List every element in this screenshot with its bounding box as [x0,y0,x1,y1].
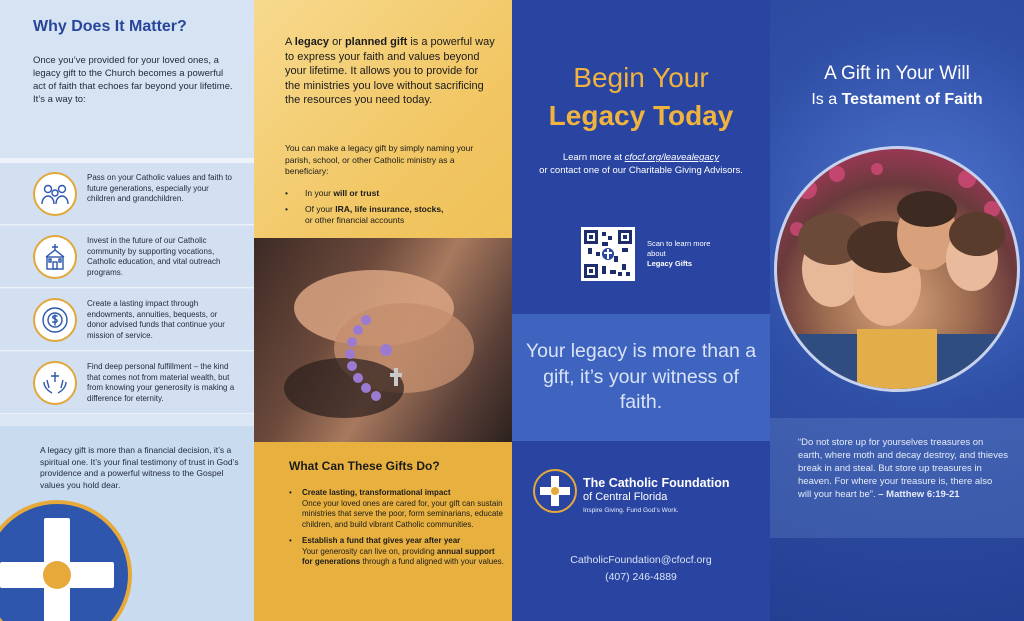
item-text: Find deep personal fulfillment – the kind that comes not from material wealth, but from knowing your generosity is making a difference for eternity. [87,362,235,403]
list-item [0,289,254,351]
praying-hands-icon [33,361,77,405]
learn-more-text: Learn more at cfocf.org/leavealegacy or contact one of our Charitable Giving Advisors. [539,152,743,176]
heading-line-2: Legacy Today [548,100,734,131]
qr-code[interactable] [581,227,635,281]
item-text: Create a lasting impact through endowments, annuities, bequests, or donor advised funds that continue your mission of service. [87,299,225,340]
family-icon [33,172,77,216]
foundation-logo [0,500,132,621]
list-item [0,226,254,288]
list-item: • Create lasting, transformational impact Once your loved ones are cared for, your gift can sustain ministries that serve the poor, form seminarians, educate children, and build vibrant Catholic communities. [289,488,504,530]
list-item [0,352,254,414]
panel-cover [770,0,1024,621]
email-link[interactable]: CatholicFoundation@cfocf.org [570,554,712,566]
org-subname: of Central Florida [583,491,668,503]
list-item [0,163,254,225]
item-text: Pass on your Catholic values and faith to future generations, especially your children and grandchildren. [87,173,232,203]
org-tagline: Inspire Giving. Fund God’s Work. [583,507,679,514]
gifts-list [289,488,504,574]
legacy-link[interactable]: cfocf.org/leavealegacy [624,152,720,163]
lead-paragraph: A legacy or planned gift is a powerful way to express your faith and values beyond your lifetime. It allows you to provide for the ministries you love without sacrificing the resources you need today. [285,36,495,106]
section-heading: Why Does It Matter? [33,18,187,35]
beneficiary-text: You can make a legacy gift by simply naming your parish, school, or other Catholic ministry as a beneficiary: [285,143,474,176]
beneficiary-list [285,188,500,231]
foundation-logo [533,469,577,513]
church-icon [33,235,77,279]
list-item: • In your will or trust [285,188,500,200]
family-photo [774,146,1020,392]
intro-text: Once you’ve provided for your loved ones, a legacy gift to the Church becomes a powerful act of faith that echoes far beyond your lifetime. It’s a way to: [33,55,233,105]
phone-number[interactable]: (407) 246-4889 [605,571,677,583]
list-item: • Of your IRA, life insurance, stocks, or other financial accounts [285,204,500,227]
panel-why-it-matters [0,0,254,621]
panel-begin-legacy [512,0,770,621]
scan-text: Scan to learn more about Legacy Gifts [647,239,711,268]
intro-block [0,0,254,158]
list-item: • Establish a fund that gives year after year Your generosity can live on, providing annual support for generations through a fund aligned with your values. [289,536,504,568]
closing-text: A legacy gift is more than a financial decision, it’s a spiritual one. It’s your final testimony of trust in God’s providence and a powerful witness to the Gospel values you hold dear. [40,445,239,490]
dollar-icon [33,298,77,342]
rosary-hands-photo [254,238,512,442]
heading-line-1: Begin Your [573,62,709,93]
legacy-quote: Your legacy is more than a gift, it’s your witness of faith. [525,340,757,413]
item-text: Invest in the future of our Catholic community by supporting vocations, Catholic education, and vital outreach programs. [87,236,221,277]
org-name: The Catholic Foundation [583,476,730,490]
cover-subtitle: Is a Testament of Faith [811,91,983,108]
cover-title: A Gift in Your Will [824,63,970,84]
panel-legacy-gift [254,0,512,621]
scripture-verse: “Do not store up for yourselves treasures on earth, where moth and decay destroy, and thieves break in and steal. But store up treasures in heaven. For where your treasure is, there also will your heart be”. – Matthew 6:19-21 [798,437,1009,500]
gifts-heading: What Can These Gifts Do? [289,459,440,473]
